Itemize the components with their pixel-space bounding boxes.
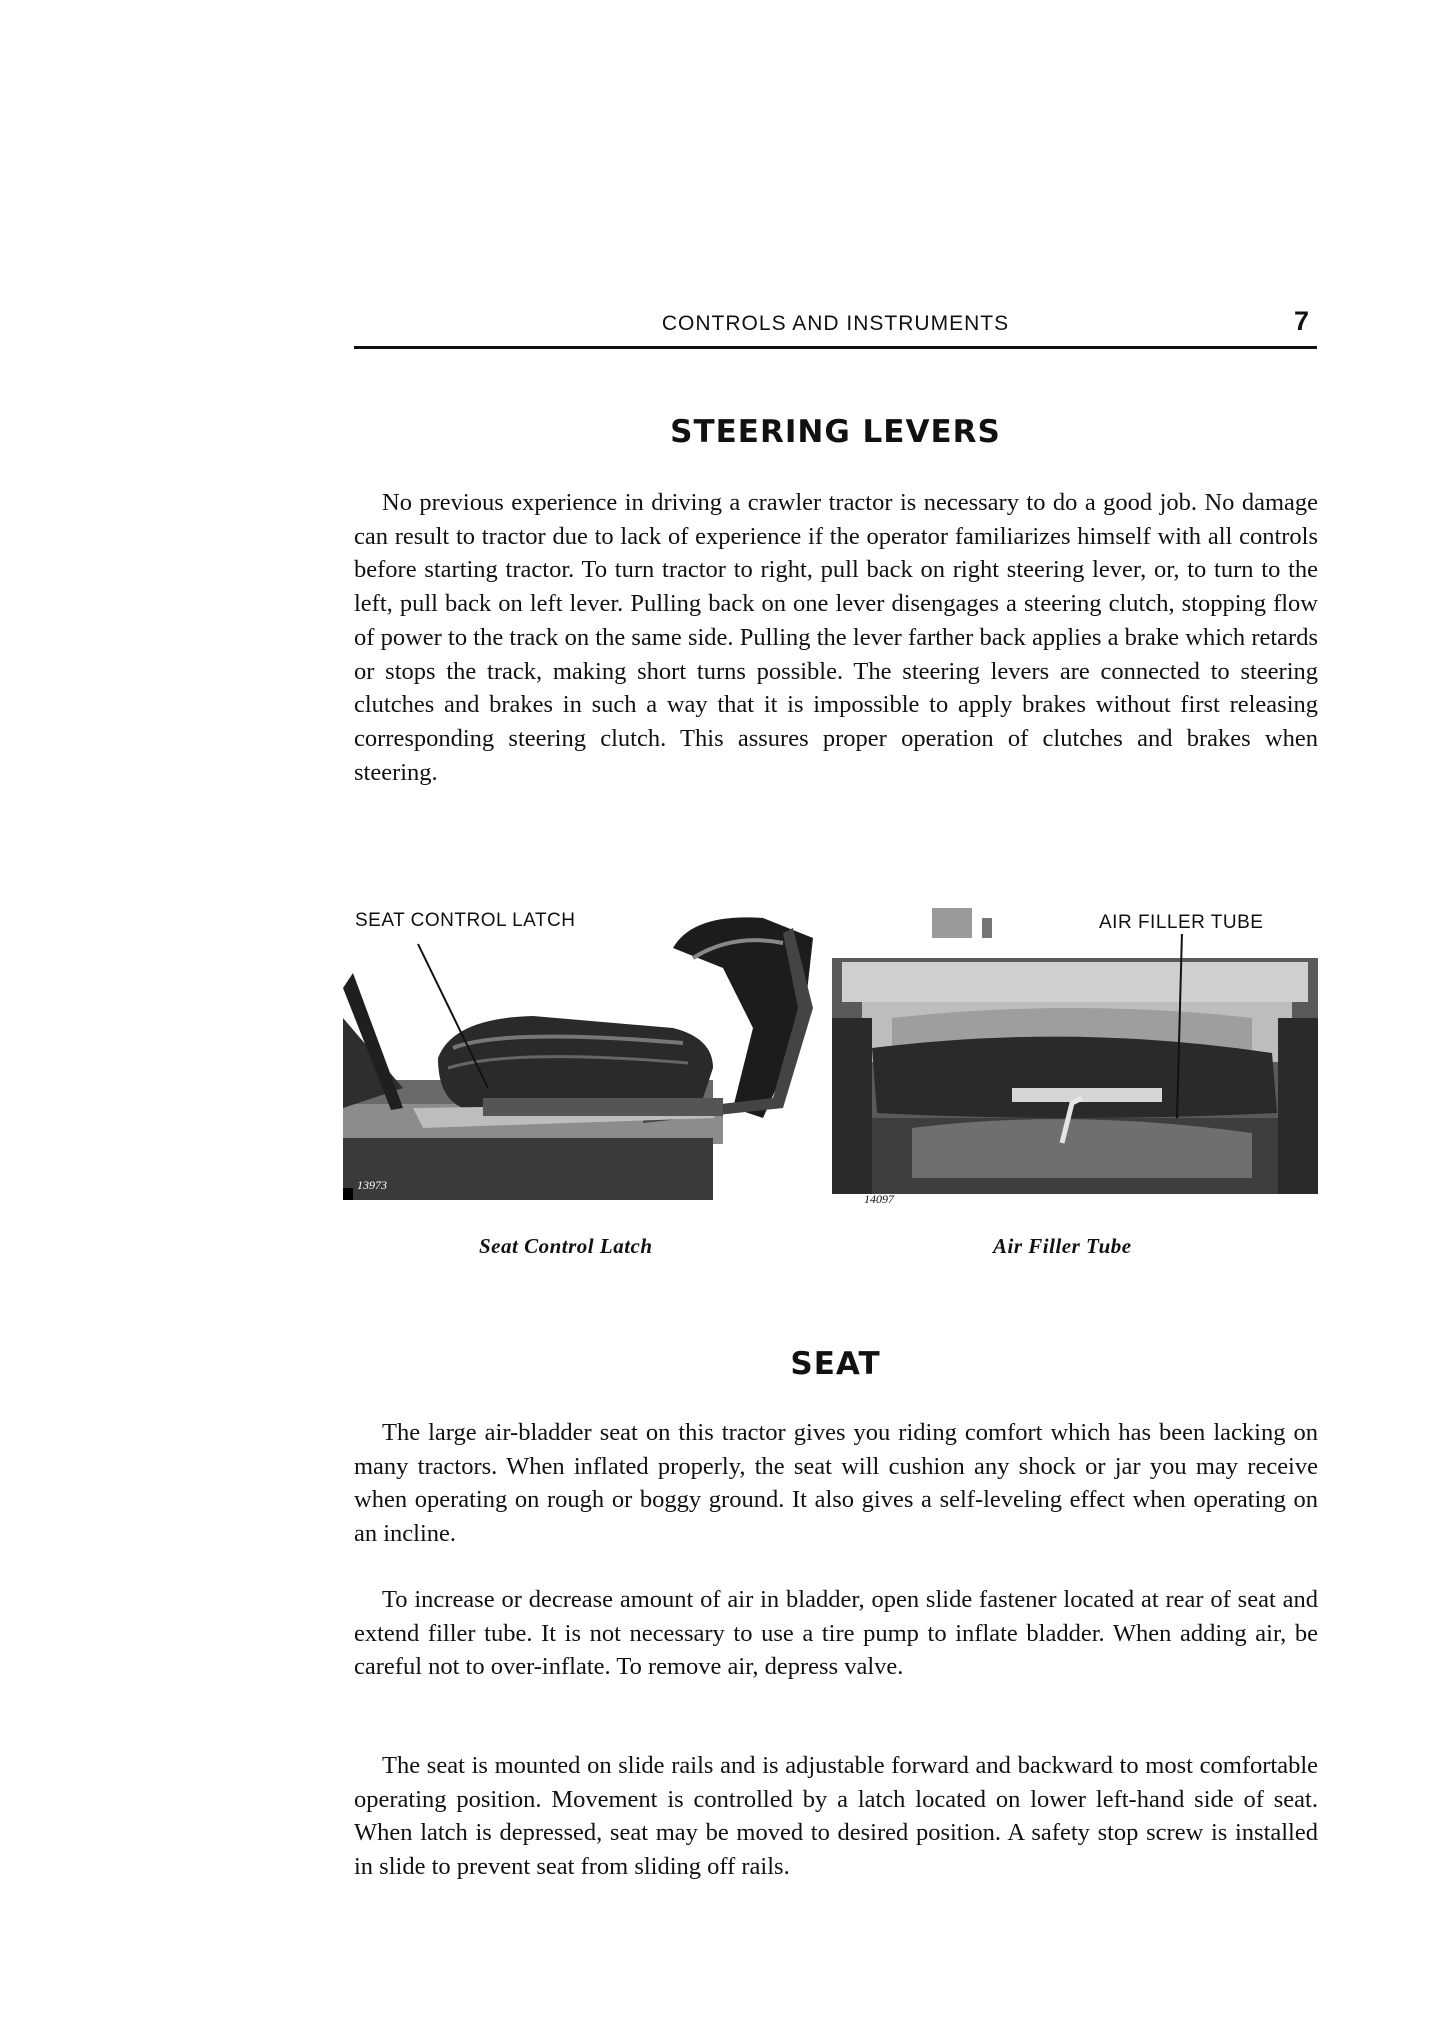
section-heading-seat: SEAT xyxy=(790,1346,881,1382)
page-number: 7 xyxy=(1293,306,1309,336)
seat-paragraph-2: To increase or decrease amount of air in bladder, open slide fastener located at rear of seat and extend filler tube. It is not necessary to use a tire pump to inflate bladder. When adding air, be careful not to over-inflate. To remove air, depress valve. xyxy=(354,1586,1318,1681)
seat-latch-figure-number: 13973 xyxy=(357,1178,387,1192)
seat-paragraph-1: The large air-bladder seat on this tractor gives you riding comfort which has been lacking on many tractors. When inflated properly, the seat will cushion any shock or jar you may receive when operating on rough or boggy ground. It also gives a self-leveling effect when operating on an incline. xyxy=(354,1419,1318,1548)
seat-paragraph-3: The seat is mounted on slide rails and is adjustable forward and backward to most comfortable operating position. Movement is controlled by a latch located on lower left-hand side of seat. When latch is depressed, seat may be moved to desired position. A safety stop screw is installed in slide to prevent seat from sliding off rails. xyxy=(354,1752,1318,1881)
air-filler-caption: Air Filler Tube xyxy=(993,1234,1132,1258)
air-filler-label: AIR FILLER TUBE xyxy=(1099,912,1264,933)
running-title: CONTROLS AND INSTRUMENTS xyxy=(661,312,1010,335)
steering-paragraph: No previous experience in driving a crawler tractor is necessary to do a good job. No damage can result to tractor due to lack of experience if the operator familiarizes himself with all controls before starting tractor. To turn tractor to right, pull back on right steering lever, or, to turn to the left, pull back on left lever. Pulling back on one lever disengages a steering clutch, stopping flow of power to the track on the same side. Pulling the lever farther back applies a brake which retards or stops the track, making short turns possible. The steering levers are connected to steering clutches and brakes in such a way that it is impossible to apply brakes without first releasing corresponding steering clutch. This assures proper operation of clutches and brakes when steering. xyxy=(354,489,1318,786)
section-heading-steering: STEERING LEVERS xyxy=(670,414,1001,450)
seat-latch-caption: Seat Control Latch xyxy=(479,1234,653,1258)
seat-latch-label: SEAT CONTROL LATCH xyxy=(355,910,576,931)
air-filler-figure-number: 14097 xyxy=(864,1192,894,1206)
seat-latch-photo xyxy=(343,908,825,1200)
running-header xyxy=(354,306,1317,349)
air-filler-photo xyxy=(832,908,1318,1208)
